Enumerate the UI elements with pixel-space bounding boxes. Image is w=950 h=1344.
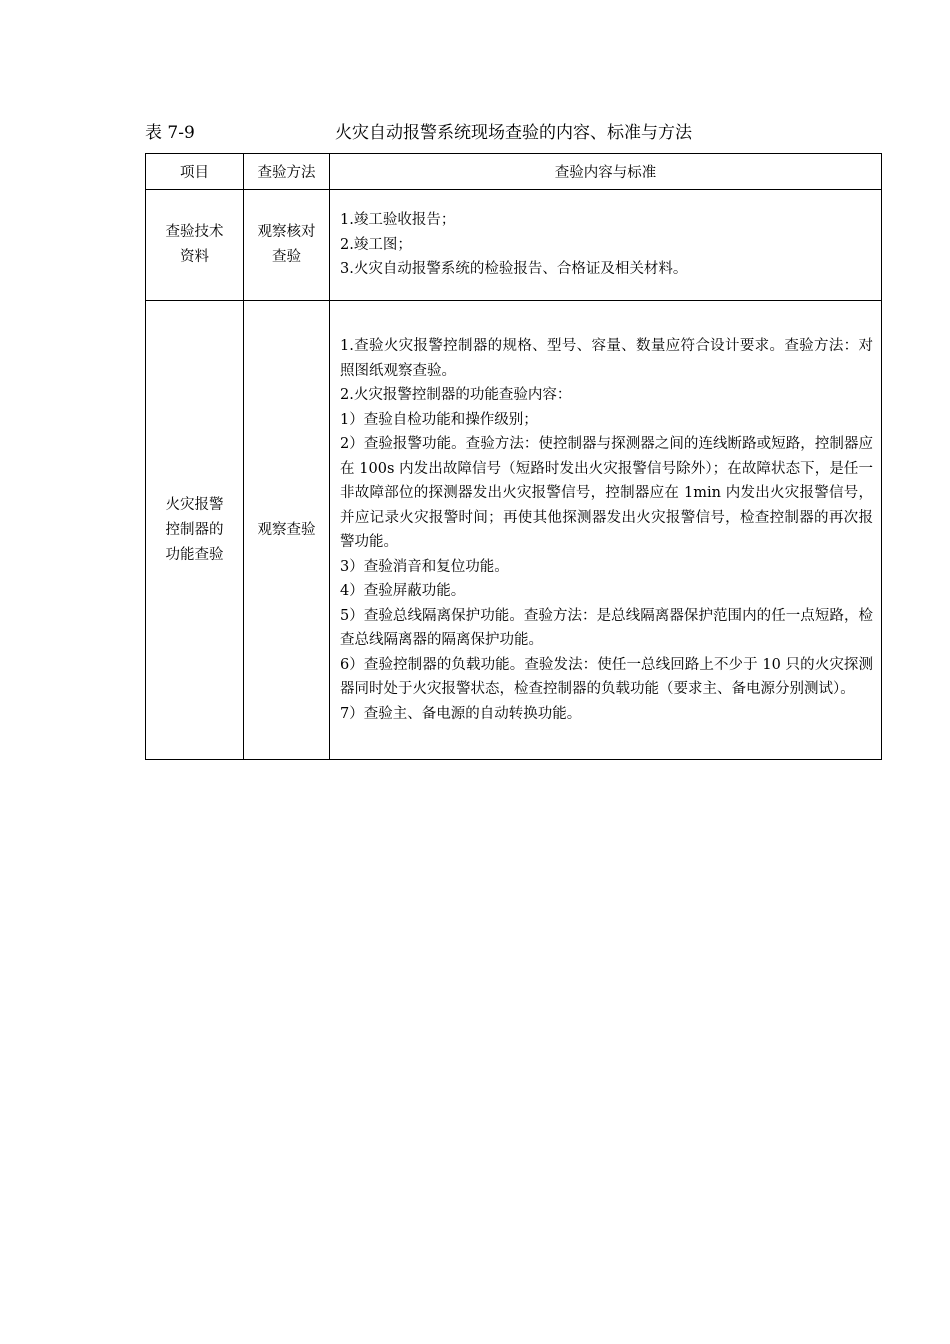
content-line: 1）查验自检功能和操作级别； xyxy=(340,411,538,428)
item-text-line: 功能查验 xyxy=(165,546,224,563)
table-row xyxy=(146,301,882,760)
table-title: 火灾自动报警系统现场查验的内容、标准与方法 xyxy=(335,123,692,143)
content-line: 4）查验屏蔽功能。 xyxy=(340,583,466,599)
header-method: 查验方法 xyxy=(244,154,330,190)
content-line: 6）查验控制器的负载功能。查验发法：使任一总线回路上不少于 10 只的火灾探测器同时处于火灾报警状态，检查控制器的负载功能（要求主、备电源分别测试）。 xyxy=(340,656,873,697)
table-row xyxy=(146,190,882,301)
method-text-line: 观察核对 xyxy=(257,224,316,240)
content-line: 3.火灾自动报警系统的检验报告、合格证及相关材料。 xyxy=(340,261,688,278)
item-text-line: 控制器的 xyxy=(165,521,224,538)
method-text-line: 观察查验 xyxy=(257,521,316,538)
content-line: 2.火灾报警控制器的功能查验内容： xyxy=(340,387,572,403)
method-cell xyxy=(244,301,330,760)
item-cell xyxy=(146,301,244,760)
inspection-table xyxy=(145,153,882,760)
content-line: 2.竣工图； xyxy=(340,236,412,253)
table-number: 表 7-9 xyxy=(145,123,195,143)
item-cell xyxy=(146,190,244,301)
item-text-line: 火灾报警 xyxy=(165,496,224,513)
method-cell xyxy=(244,190,330,301)
content-line: 5）查验总线隔离保护功能。查验方法：是总线隔离器保护范围内的任一点短路，检查总线隔离器的隔离保护功能。 xyxy=(340,607,873,648)
item-text-line: 资料 xyxy=(180,249,209,265)
item-text-line: 查验技术 xyxy=(165,224,224,240)
content-line: 1.竣工验收报告； xyxy=(340,212,456,229)
content-line: 1.查验火灾报警控制器的规格、型号、容量、数量应符合设计要求。查验方法：对照图纸观察查验。 xyxy=(340,338,873,379)
header-item: 项目 xyxy=(146,154,244,190)
method-text-line: 查验 xyxy=(272,249,301,265)
content-cell xyxy=(330,301,882,760)
table-header-row xyxy=(146,154,882,190)
header-content: 查验内容与标准 xyxy=(330,154,882,190)
content-cell xyxy=(330,190,882,301)
content-line: 7）查验主、备电源的自动转换功能。 xyxy=(340,705,582,722)
content-line: 2）查验报警功能。查验方法：使控制器与探测器之间的连线断路或短路，控制器应在 100s 内发出故障信号（短路时发出火灾报警信号除外）；在故障状态下，是任一非故障部位的探测器发出火灾报警信号，控制器应在 1min 内发出火灾报警信号，并应记录火灾报警时间；再使其他探测器发出火灾报警信号，检查控制器的再次报警功能。 xyxy=(340,436,873,550)
content-line: 3）查验消音和复位功能。 xyxy=(340,558,509,575)
table-caption xyxy=(145,120,881,146)
